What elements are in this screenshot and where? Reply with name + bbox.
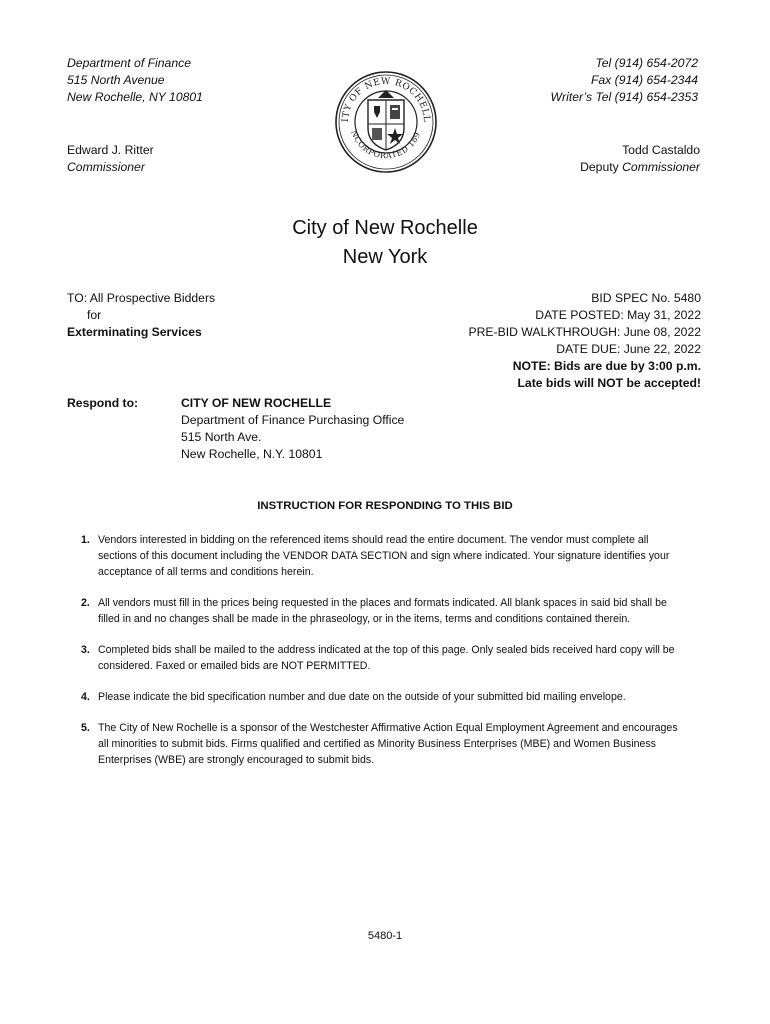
item-number: 1. <box>81 534 90 546</box>
commissioner-title: Commissioner <box>67 160 145 174</box>
instruction-item <box>67 532 685 580</box>
item-text: Please indicate the bid specification number and due date on the outside of your submitted bid mailing envelope. <box>98 691 626 703</box>
deputy-block <box>580 142 700 176</box>
writer-phone-line: Writer’s Tel (914) 654-2353 <box>550 90 698 104</box>
address-line: 515 North Avenue <box>67 73 165 87</box>
deputy-name: Todd Castaldo <box>622 143 700 157</box>
item-number: 5. <box>81 722 90 734</box>
item-number: 2. <box>81 597 90 609</box>
pre-bid-walkthrough: PRE-BID WALKTHROUGH: June 08, 2022 <box>468 325 701 339</box>
respond-line: 515 North Ave. <box>181 430 262 444</box>
title-line-2: New York <box>342 246 428 268</box>
to-line: TO: All Prospective Bidders <box>67 291 216 305</box>
item-text: Completed bids shall be mailed to the address indicated at the top of this page. Only sealed bids received hard copy will be considered. Faxed or emailed bids are NOT PERMITTED. <box>98 644 675 672</box>
phone-line: Tel (914) 654-2072 <box>595 56 698 70</box>
item-text: Vendors interested in bidding on the referenced items should read the entire document. The vendor must complete all sections of this document including the VENDOR DATA SECTION and sign where indicated. Your signature identifies your acceptance of all terms and conditions herein. <box>98 534 670 578</box>
respond-line: Department of Finance Purchasing Office <box>181 413 405 427</box>
item-number: 3. <box>81 644 90 656</box>
title-line-1: City of New Rochelle <box>292 217 478 239</box>
instruction-item <box>67 689 685 705</box>
respond-name: CITY OF NEW ROCHELLE <box>181 396 332 410</box>
page-number: 5480-1 <box>367 930 403 942</box>
commissioner-name: Edward J. Ritter <box>67 143 154 157</box>
city-seal <box>334 68 438 176</box>
due-time-note: NOTE: Bids are due by 3:00 p.m. <box>512 359 701 373</box>
respond-line: New Rochelle, N.Y. 10801 <box>181 447 323 461</box>
item-text: The City of New Rochelle is a sponsor of the Westchester Affirmative Action Equal Employment Agreement and encourages all minorities to submit bids. Firms qualified and certified as Minority Business Enterprises (MBE) and Women Business Enterprises (WBE) are strongly encouraged to submit bids. <box>98 722 678 766</box>
document-title <box>0 214 770 272</box>
item-text: All vendors must fill in the prices being requested in the places and formats indicated. All blank spaces in said bid shall be filled in and no changes shall be made in the phraseology, or in the items, terms and conditions contained therein. <box>98 597 667 625</box>
date-posted: DATE POSTED: May 31, 2022 <box>535 308 701 322</box>
bid-spec: BID SPEC No. 5480 <box>591 291 701 305</box>
bid-info-block <box>468 290 701 392</box>
instruction-item <box>67 595 685 627</box>
late-bids-note: Late bids will NOT be accepted! <box>517 376 701 390</box>
deputy-prefix: Deputy <box>580 160 623 174</box>
department-address <box>67 55 203 106</box>
commissioner-block <box>67 142 154 176</box>
respond-address <box>181 395 404 463</box>
fax-line: Fax (914) 654-2344 <box>590 73 698 87</box>
instruction-item <box>67 642 685 674</box>
contact-numbers <box>551 55 698 106</box>
addressee-block <box>67 290 215 341</box>
address-line: New Rochelle, NY 10801 <box>67 90 203 104</box>
item-number: 4. <box>81 691 90 703</box>
instructions-heading: INSTRUCTION FOR RESPONDING TO THIS BID <box>257 500 513 512</box>
deputy-title: Commissioner <box>622 160 700 174</box>
instruction-item <box>67 720 685 768</box>
instructions-list <box>67 532 685 783</box>
service-line: Exterminating Services <box>67 325 202 339</box>
date-due: DATE DUE: June 22, 2022 <box>556 342 701 356</box>
seal-top-text: ITY OF NEW ROCHELL <box>340 76 432 123</box>
seal-bottom-text: NCORPORATED 189 <box>349 129 423 161</box>
deputy-title-line <box>580 159 700 176</box>
for-line: for <box>87 308 102 322</box>
respond-label: Respond to: <box>67 396 139 410</box>
address-line: Department of Finance <box>67 56 191 70</box>
